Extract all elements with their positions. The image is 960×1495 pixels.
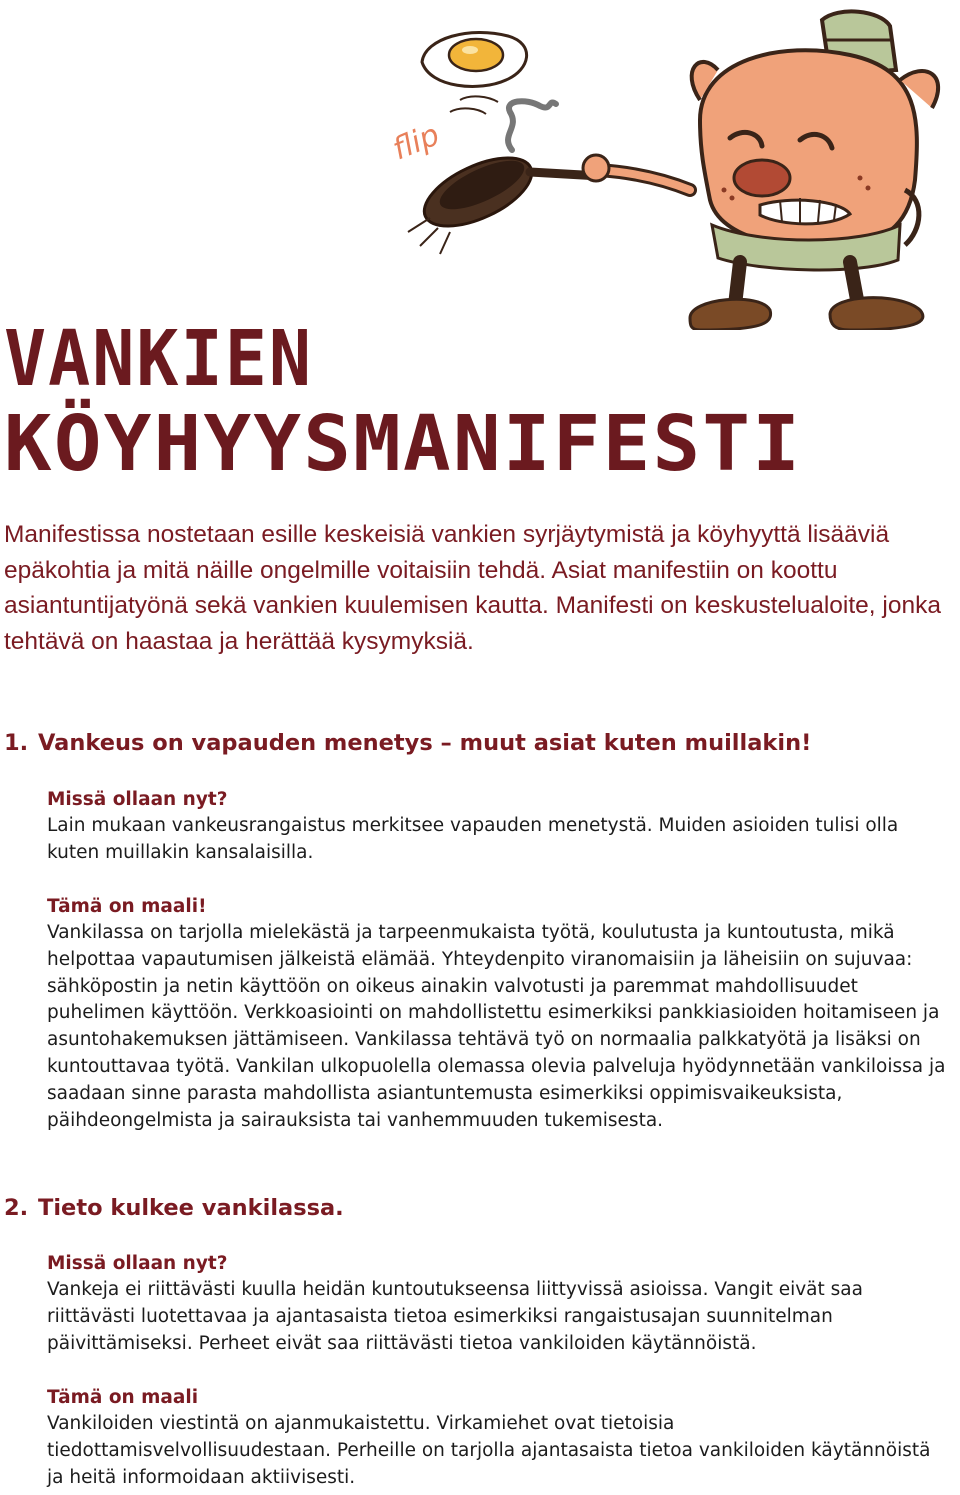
shoes-icon (690, 298, 923, 330)
goal-text: Vankiloiden viestintä on ajanmukaistettu. Virkamiehet ovat tietoisia tiedottamisvelvollisuudestaan. Perheille on tarjolla ajantasaista tietoa vankiloiden käytännöistä ja heitä informoidaan aktiivisesti. (47, 1413, 931, 1488)
now-text: Lain mukaan vankeusrangaistus merkitsee vapauden menetystä. Muiden asioiden tulisi olla kuten muillakin kansalaisilla. (47, 815, 899, 863)
section-number: 2. (4, 1195, 29, 1221)
section-number: 1. (4, 730, 29, 756)
now-label: Missä ollaan nyt? (47, 789, 228, 810)
frying-pan-icon (408, 144, 600, 254)
character-head (692, 50, 938, 247)
svg-text:flip: flip (387, 117, 445, 168)
section-title: Vankeus on vapauden menetys – muut asiat kuten muillakin! (38, 730, 812, 756)
now-label: Missä ollaan nyt? (47, 1253, 228, 1274)
section-heading (4, 1195, 344, 1221)
goal-label: Tämä on maali (47, 1387, 199, 1408)
goal-label: Tämä on maali! (47, 896, 207, 917)
page-title-line-2: KÖYHYYSMANIFESTI (4, 398, 803, 489)
section-title: Tieto kulkee vankilassa. (38, 1195, 344, 1221)
intro-paragraph: Manifestissa nostetaan esille keskeisiä vankien syrjäytymistä ja köyhyyttä lisääviä epäkohtia ja mitä näille ongelmille voitaisiin tehdä. Asiat manifestiin on koottu asiantuntijatyönä sekä vankien kuulemisen kautta. Manifesti on keskustelualoite, jonka tehtävä on haastaa ja herättää kysymyksiä. (4, 521, 941, 655)
goal-text: Vankilassa on tarjolla mielekästä ja tarpeenmukaista työtä, koulutusta ja kuntoutusta, mikä helpottaa vapautumisen jälkeistä elämää. Yhteydenpito viranomaisiin ja läheisiin on sujuvaa: sähköpostin ja netin käyttöön on oikeus ainakin valvotusti ja paremmat mahdollisuudet puhelimen käyttöön. Verkkoasiointi on mahdollistettu esimerkiksi pankkiasioiden hoitamiseen ja asuntohakemuksen jättämiseen. Vankilassa tehtävä työ on normaalia palkkatyötä ja lisäksi on kuntouttavaa työtä. Vankilan ulkopuolella olemassa olevia palveluja hyödynnetään vankiloissa ja saadaan sinne parasta mahdollista asiantuntemusta esimerkiksi oppimisvaikeuksista, päihdeongelmista ja sairauksista tai vanhemmuuden tukemisesta. (47, 922, 946, 1131)
cartoon-character-flipping-egg-icon (380, 0, 960, 330)
page-title-line-1: VANKIEN (4, 313, 314, 404)
section-heading (4, 730, 811, 756)
now-text: Vankeja ei riittävästi kuulla heidän kuntoutukseensa liittyvissä asioissa. Vangit eivät saa riittävästi luotettavaa ja ajantasaista tietoa esimerkiksi rangaistusajan suunnitelman päivittämiseksi. Perheet eivät saa riittävästi tietoa vankiloiden käytännöistä. (47, 1279, 863, 1354)
